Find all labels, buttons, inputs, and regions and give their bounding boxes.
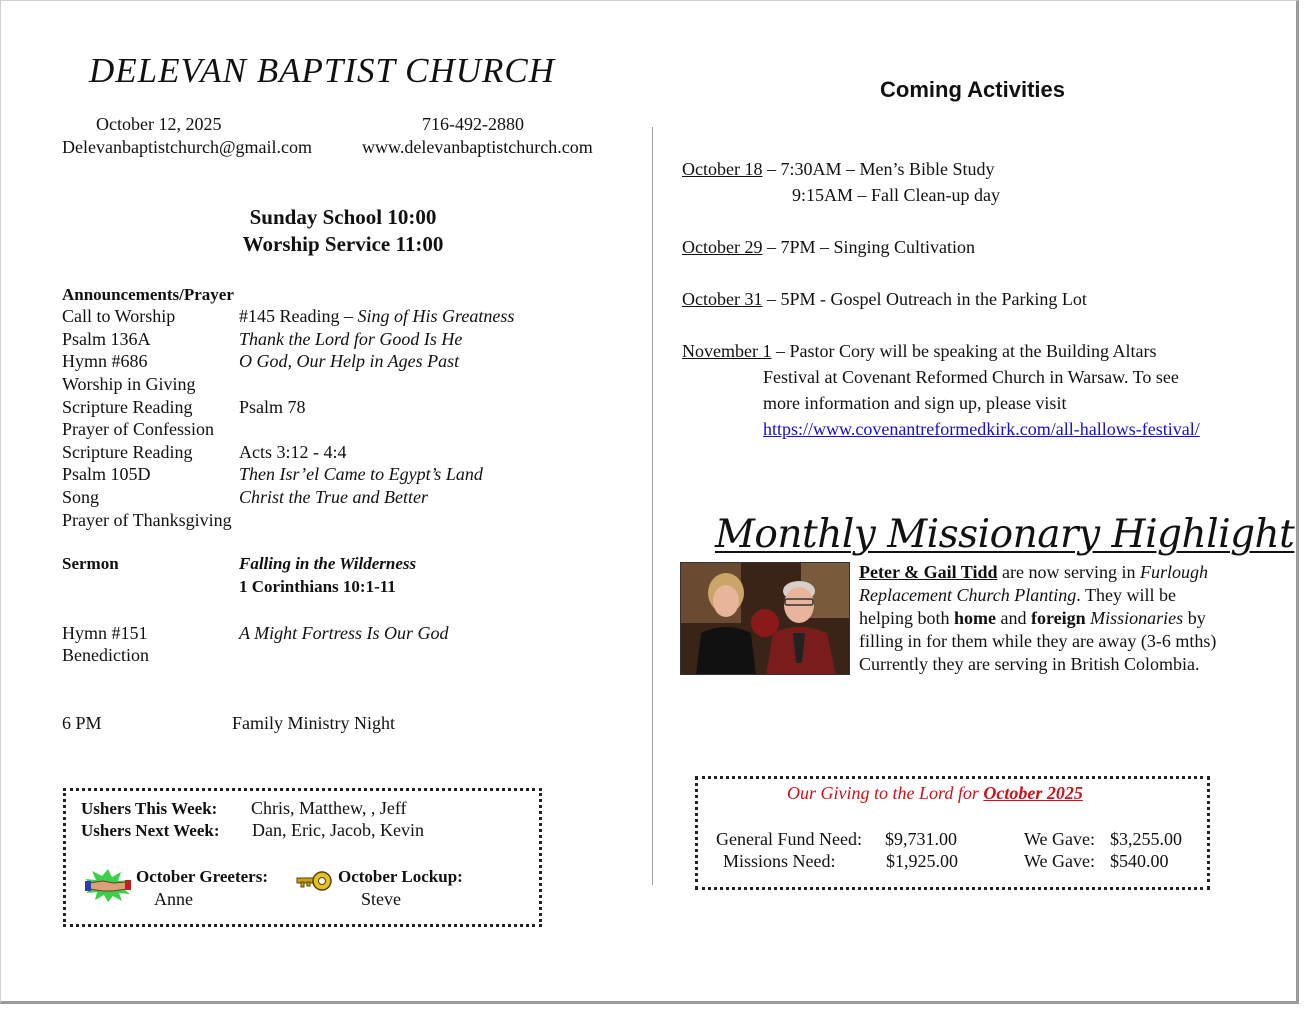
missionary-text-bold: foreign xyxy=(1031,608,1086,628)
general-fund-label: General Fund Need: xyxy=(716,829,862,849)
order-item-value-plain: #145 Reading – xyxy=(239,306,358,326)
general-gave-label: We Gave: xyxy=(1024,829,1096,849)
activity-text: – 7PM – Singing Cultivation xyxy=(766,237,976,257)
evening-time: 6 PM xyxy=(62,713,102,733)
sermon-label: Sermon xyxy=(62,554,119,573)
order-item-label: Psalm 136A xyxy=(62,329,151,349)
missionary-line-3 xyxy=(859,608,1206,629)
missionary-text-italic: Replacement Church Planting xyxy=(859,585,1077,605)
activity-date: November 1 xyxy=(682,341,772,361)
missions-need: $1,925.00 xyxy=(886,851,958,871)
missionary-text-bold: home xyxy=(954,608,996,628)
order-item-label: Call to Worship xyxy=(62,306,176,326)
missionary-names: Peter & Gail Tidd xyxy=(859,562,998,582)
coming-activities-heading: Coming Activities xyxy=(880,77,1065,102)
missions-label: Missions Need: xyxy=(723,851,836,871)
activity-date: October 31 xyxy=(682,289,763,309)
missions-gave-label: We Gave: xyxy=(1024,851,1096,871)
evening-event: Family Ministry Night xyxy=(232,713,396,733)
closing-hymn-title: A Might Fortress Is Our God xyxy=(239,623,449,643)
activity-text: – Pastor Cory will be speaking at the Building Altars xyxy=(775,341,1157,361)
missionary-text: by xyxy=(1183,608,1206,628)
church-email[interactable]: Delevanbaptistchurch@gmail.com xyxy=(62,137,312,157)
missionary-line-2 xyxy=(859,585,1176,606)
activity-item xyxy=(682,289,1087,310)
order-item-label: Scripture Reading xyxy=(62,397,193,417)
activity-text: – 7:30AM – Men’s Bible Study xyxy=(766,159,995,179)
church-title: DELEVAN BAPTIST CHURCH xyxy=(89,51,555,90)
ushers-this-week-label: Ushers This Week: xyxy=(81,799,218,818)
missionary-text: . They will be xyxy=(1076,585,1176,605)
order-item-label: Scripture Reading xyxy=(62,442,193,462)
order-item-value-title: Christ the True and Better xyxy=(239,487,428,507)
order-item-value xyxy=(239,306,514,327)
order-item-value-plain: Acts 3:12 - 4:4 xyxy=(239,442,347,462)
missions-gave-amount: $540.00 xyxy=(1110,851,1169,871)
church-phone: 716-492-2880 xyxy=(422,114,524,134)
lockup-name: Steve xyxy=(361,889,401,909)
order-item-value-plain: Psalm 78 xyxy=(239,397,306,417)
missionary-line-1 xyxy=(859,562,1208,583)
sermon-reference: 1 Corinthians 10:1-11 xyxy=(239,577,396,596)
missionary-text-italic: Missionaries xyxy=(1090,608,1184,628)
column-divider xyxy=(652,127,653,885)
general-gave-amount: $3,255.00 xyxy=(1110,829,1182,849)
order-item-value-title: Thank the Lord for Good Is He xyxy=(239,329,463,349)
festival-link[interactable]: https://www.covenantreformedkirk.com/all-hallows-festival/ xyxy=(763,419,1200,439)
activity-item xyxy=(682,159,995,180)
order-heading: Announcements/Prayer xyxy=(62,285,234,304)
ushers-next-week-names: Dan, Eric, Jacob, Kevin xyxy=(252,820,424,840)
order-item-value-title: Then Isr’el Came to Egypt’s Land xyxy=(239,464,483,484)
activity-text: more information and sign up, please visit xyxy=(763,393,1067,413)
general-fund-need: $9,731.00 xyxy=(885,829,957,849)
activity-date: October 18 xyxy=(682,159,763,179)
order-item-label: Prayer of Thanksgiving xyxy=(62,510,232,530)
ushers-next-week-label: Ushers Next Week: xyxy=(81,821,220,840)
sermon-title: Falling in the Wilderness xyxy=(239,554,417,573)
activity-item xyxy=(682,341,1156,362)
missionary-text: are now serving in xyxy=(997,562,1140,582)
activity-text: – 5PM - Gospel Outreach in the Parking Lot xyxy=(766,289,1087,309)
sunday-school-time: Sunday School 10:00 xyxy=(249,205,437,229)
activity-date: October 29 xyxy=(682,237,763,257)
activity-text: Festival at Covenant Reformed Church in Warsaw. To see xyxy=(763,367,1179,387)
worship-service-time: Worship Service 11:00 xyxy=(242,232,444,256)
missionary-text: helping both xyxy=(859,608,954,628)
order-item-label: Prayer of Confession xyxy=(62,419,214,439)
missionary-text: and xyxy=(996,608,1031,628)
greeters-label: October Greeters: xyxy=(136,867,268,886)
handshake-icon xyxy=(83,867,133,903)
missionary-line-4: filling in for them while they are away (3-6 mths) xyxy=(859,631,1217,651)
ushers-this-week-names: Chris, Matthew, , Jeff xyxy=(251,798,407,818)
bulletin-date: October 12, 2025 xyxy=(96,114,222,134)
missionary-line-5: Currently they are serving in British Colombia. xyxy=(859,654,1200,674)
activity-text: 9:15AM – Fall Clean-up day xyxy=(792,185,1000,205)
key-icon xyxy=(295,867,333,895)
lockup-label: October Lockup: xyxy=(338,867,463,886)
order-item-label: Worship in Giving xyxy=(62,374,196,394)
greeters-name: Anne xyxy=(154,889,193,909)
church-website[interactable]: www.delevanbaptistchurch.com xyxy=(362,137,593,157)
order-item-label: Song xyxy=(62,487,100,507)
missionary-heading: Monthly Missionary Highlight xyxy=(715,512,1295,557)
order-item-label: Psalm 105D xyxy=(62,464,151,484)
giving-heading xyxy=(787,783,1083,804)
giving-heading-prefix: Our Giving to the Lord for xyxy=(787,783,984,803)
missionary-photo xyxy=(680,562,850,675)
order-item-label: Hymn #686 xyxy=(62,351,148,371)
activity-item xyxy=(682,237,975,258)
giving-heading-month: October 2025 xyxy=(983,783,1083,803)
closing-hymn-label: Hymn #151 xyxy=(62,623,148,643)
order-item-value-title: O God, Our Help in Ages Past xyxy=(239,351,460,371)
benediction-label: Benediction xyxy=(62,645,149,665)
order-item-value-title: Sing of His Greatness xyxy=(357,306,515,326)
missionary-text-italic: Furlough xyxy=(1139,562,1208,582)
